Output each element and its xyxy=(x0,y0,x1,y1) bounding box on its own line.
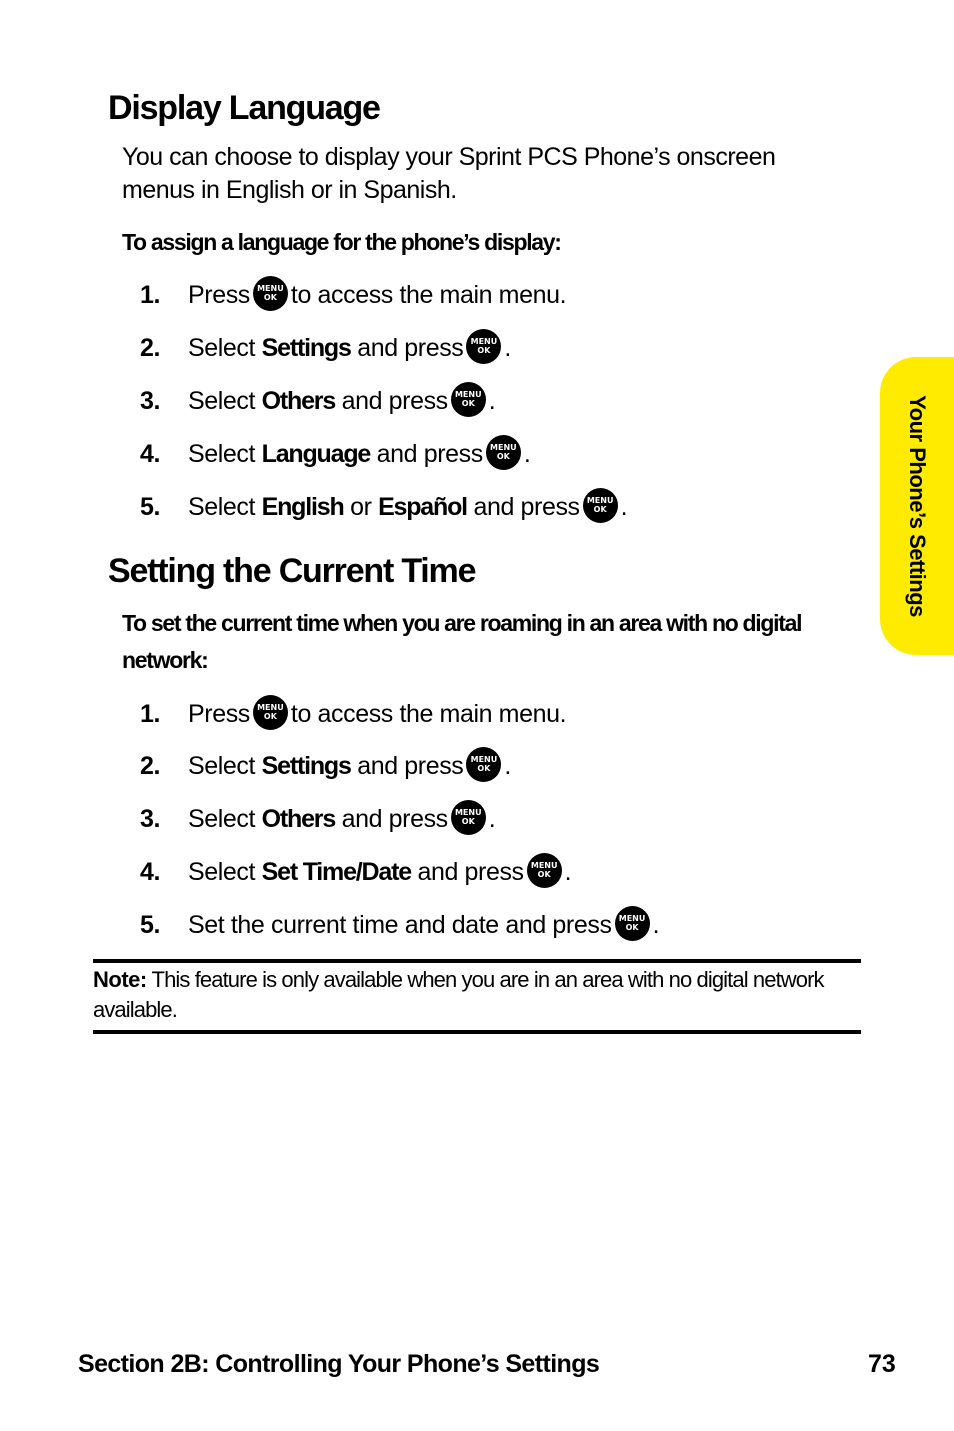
step-period: . xyxy=(504,333,511,362)
step-text: and press xyxy=(335,804,448,833)
step-number: 1. xyxy=(140,280,161,309)
procedure-heading-language: To assign a language for the phone’s display: xyxy=(122,229,561,255)
step-5-set-time-and-date xyxy=(140,905,659,945)
step-text: Press xyxy=(188,699,250,728)
step-text: Select xyxy=(188,439,262,468)
step-text: Select xyxy=(188,333,262,362)
step-4-select-set-time-date xyxy=(140,852,571,892)
menu-ok-key-icon: MENU OK xyxy=(253,276,288,311)
menu-ok-key-icon: MENU OK xyxy=(486,435,521,470)
step-text: and press xyxy=(410,857,524,886)
step-period: . xyxy=(620,492,628,521)
step-2-select-settings xyxy=(140,328,511,368)
step-text: Select xyxy=(188,386,262,415)
step-number: 3. xyxy=(140,804,161,833)
intro-paragraph: You can choose to display your Sprint PCS Phone’s onscreen menus in English or in Spanish. xyxy=(122,143,776,204)
step-number: 5. xyxy=(140,910,161,939)
step-period: . xyxy=(523,439,531,468)
menu-ok-key-icon: MENU OK xyxy=(451,382,486,417)
menu-item-set-time-date: Set Time/Date xyxy=(261,857,411,886)
step-5-select-english-espanol xyxy=(140,487,627,527)
step-text: and press xyxy=(350,751,464,780)
step-text: Select xyxy=(188,857,262,886)
step-4-select-language xyxy=(140,434,530,474)
side-tab-label: Your Phone’s Settings xyxy=(905,395,930,617)
step-number: 5. xyxy=(140,492,161,521)
note-text: This feature is only available when you are in an area with no digital network available. xyxy=(93,967,824,1022)
menu-item-language: Language xyxy=(261,439,371,468)
step-text: Select xyxy=(188,751,262,780)
menu-item-english: English xyxy=(261,492,344,521)
section-title-display-language: Display Language xyxy=(108,89,380,127)
step-3-select-others xyxy=(140,381,495,421)
menu-item-espanol: Español xyxy=(378,492,467,521)
menu-ok-key-icon: MENU OK xyxy=(466,747,501,782)
step-text: Select xyxy=(188,804,262,833)
menu-item-others: Others xyxy=(261,804,336,833)
step-1-press-menu xyxy=(140,694,566,734)
menu-item-settings: Settings xyxy=(261,333,351,362)
menu-ok-key-icon: MENU OK xyxy=(527,853,562,888)
menu-ok-key-icon: MENU OK xyxy=(253,695,288,730)
step-1-press-menu xyxy=(140,275,566,315)
step-text: and press xyxy=(335,386,448,415)
step-text: or xyxy=(343,492,379,521)
footer-section-title: Section 2B: Controlling Your Phone’s Settings xyxy=(78,1350,600,1378)
step-period: . xyxy=(488,386,496,415)
step-number: 2. xyxy=(140,751,161,780)
step-text: and press xyxy=(350,333,464,362)
step-number: 4. xyxy=(140,857,161,886)
procedure-heading-time: To set the current time when you are roaming in an area with no digital network: xyxy=(122,610,802,673)
note-top-rule xyxy=(93,959,861,963)
note-label: Note: xyxy=(93,967,147,992)
step-text: and press xyxy=(466,492,580,521)
step-text: to access the main menu. xyxy=(290,280,567,309)
step-period: . xyxy=(652,910,660,939)
menu-ok-key-icon: MENU OK xyxy=(615,906,650,941)
step-number: 1. xyxy=(140,699,161,728)
step-2-select-settings xyxy=(140,746,511,786)
page-number: 73 xyxy=(868,1350,896,1378)
step-text: and press xyxy=(370,439,483,468)
note-bottom-rule xyxy=(93,1030,861,1034)
step-text: to access the main menu. xyxy=(290,699,567,728)
menu-ok-key-icon: MENU OK xyxy=(466,329,501,364)
step-3-select-others xyxy=(140,799,495,839)
step-number: 2. xyxy=(140,333,161,362)
step-period: . xyxy=(564,857,572,886)
step-text: Select xyxy=(188,492,262,521)
step-period: . xyxy=(488,804,496,833)
menu-item-others: Others xyxy=(261,386,336,415)
menu-item-settings: Settings xyxy=(261,751,351,780)
menu-ok-key-icon: MENU OK xyxy=(451,800,486,835)
step-number: 4. xyxy=(140,439,161,468)
step-number: 3. xyxy=(140,386,161,415)
step-period: . xyxy=(504,751,511,780)
step-text: Set the current time and date and press xyxy=(188,910,612,939)
section-title-setting-current-time: Setting the Current Time xyxy=(108,552,476,590)
step-text: Press xyxy=(188,280,250,309)
menu-ok-key-icon: MENU OK xyxy=(583,488,618,523)
note-box xyxy=(93,965,861,1025)
